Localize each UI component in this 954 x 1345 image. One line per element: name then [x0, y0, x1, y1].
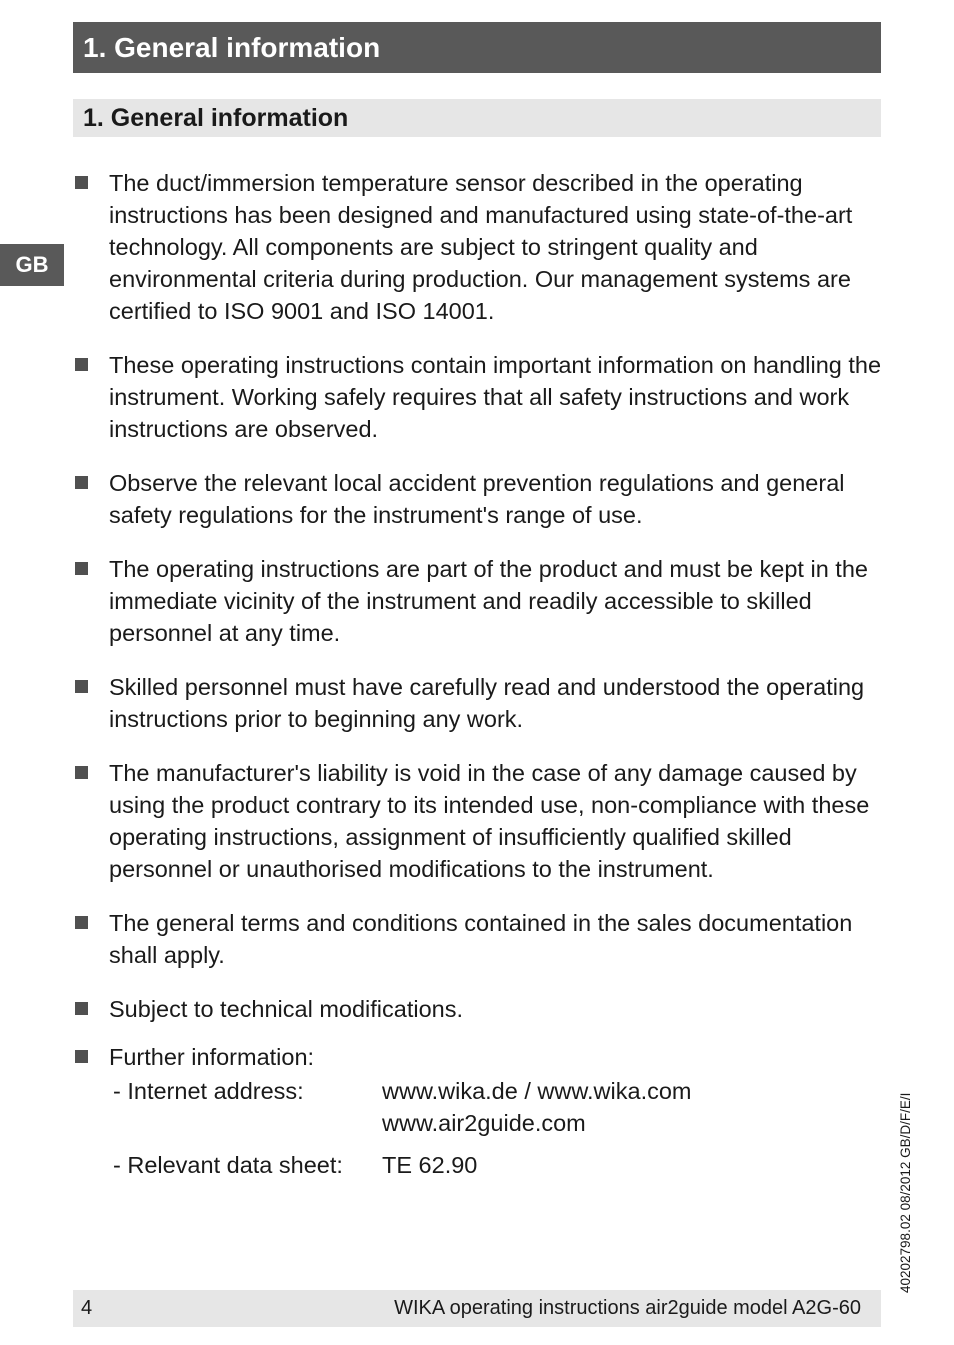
internet-address-label: - Internet address: [113, 1078, 304, 1104]
data-sheet-value: TE 62.90 [382, 1152, 478, 1178]
document-code: 40202798.02 08/2012 GB/D/F/E/I [898, 1092, 913, 1293]
list-item [73, 757, 883, 885]
list-item [73, 993, 883, 1025]
square-bullet-icon [75, 1002, 88, 1015]
chapter-header [73, 22, 881, 73]
internet-address-secondary: www.air2guide.com [382, 1110, 586, 1136]
square-bullet-icon [75, 916, 88, 929]
square-bullet-icon [75, 476, 88, 489]
list-item [73, 167, 883, 327]
language-tab: GB [0, 244, 64, 286]
square-bullet-icon [75, 562, 88, 575]
data-sheet-row [113, 1149, 883, 1181]
section-header [73, 99, 881, 137]
page-number: 4 [81, 1297, 93, 1319]
content-body [73, 167, 883, 1203]
list-item [73, 349, 883, 445]
list-item [73, 467, 883, 531]
data-sheet-label: - Relevant data sheet: [113, 1152, 343, 1178]
section-title: 1. General information [83, 104, 349, 132]
page-footer [73, 1290, 881, 1327]
list-item [73, 671, 883, 735]
square-bullet-icon [75, 1050, 88, 1063]
list-item-text: The operating instructions are part of the product and must be kept in the immediate vicinity of the instrument and readily accessible to skilled personnel at any time. [109, 556, 868, 646]
chapter-title: 1. General information [83, 32, 381, 63]
internet-address-primary: www.wika.de / www.wika.com [382, 1078, 692, 1104]
list-item [73, 553, 883, 649]
list-item-text: Skilled personnel must have carefully read and understood the operating instructions prior to beginning any work. [109, 674, 865, 732]
list-item [73, 907, 883, 971]
list-item-text: Subject to technical modifications. [109, 996, 463, 1022]
list-item-text: Observe the relevant local accident prevention regulations and general safety regulations for the instrument's range of use. [109, 470, 845, 528]
square-bullet-icon [75, 680, 88, 693]
square-bullet-icon [75, 766, 88, 779]
list-item-text: These operating instructions contain important information on handling the instrument. Working safely requires that all safety instructions and work instructions are observed. [109, 352, 882, 442]
square-bullet-icon [75, 358, 88, 371]
list-item-text: The duct/immersion temperature sensor described in the operating instructions has been designed and manufactured using state-of-the-art technology. All components are subject to stringent quality and environmental criteria during production. Our management systems are certified to ISO 9001 and ISO 14001. [109, 170, 853, 324]
list-item-text: The manufacturer's liability is void in the case of any damage caused by using the product contrary to its intended use, non-compliance with these operating instructions, assignment of insufficiently qualified skilled personnel or unauthorised modifications to the instrument. [109, 760, 870, 882]
list-item-text: The general terms and conditions contained in the sales documentation shall apply. [109, 910, 853, 968]
footer-text: WIKA operating instructions air2guide model A2G-60 [394, 1297, 861, 1319]
internet-address-row [113, 1075, 883, 1139]
further-info-table [77, 1075, 883, 1181]
list-item-further-info [73, 1041, 883, 1181]
further-info-label: Further information: [109, 1044, 315, 1070]
square-bullet-icon [75, 176, 88, 189]
